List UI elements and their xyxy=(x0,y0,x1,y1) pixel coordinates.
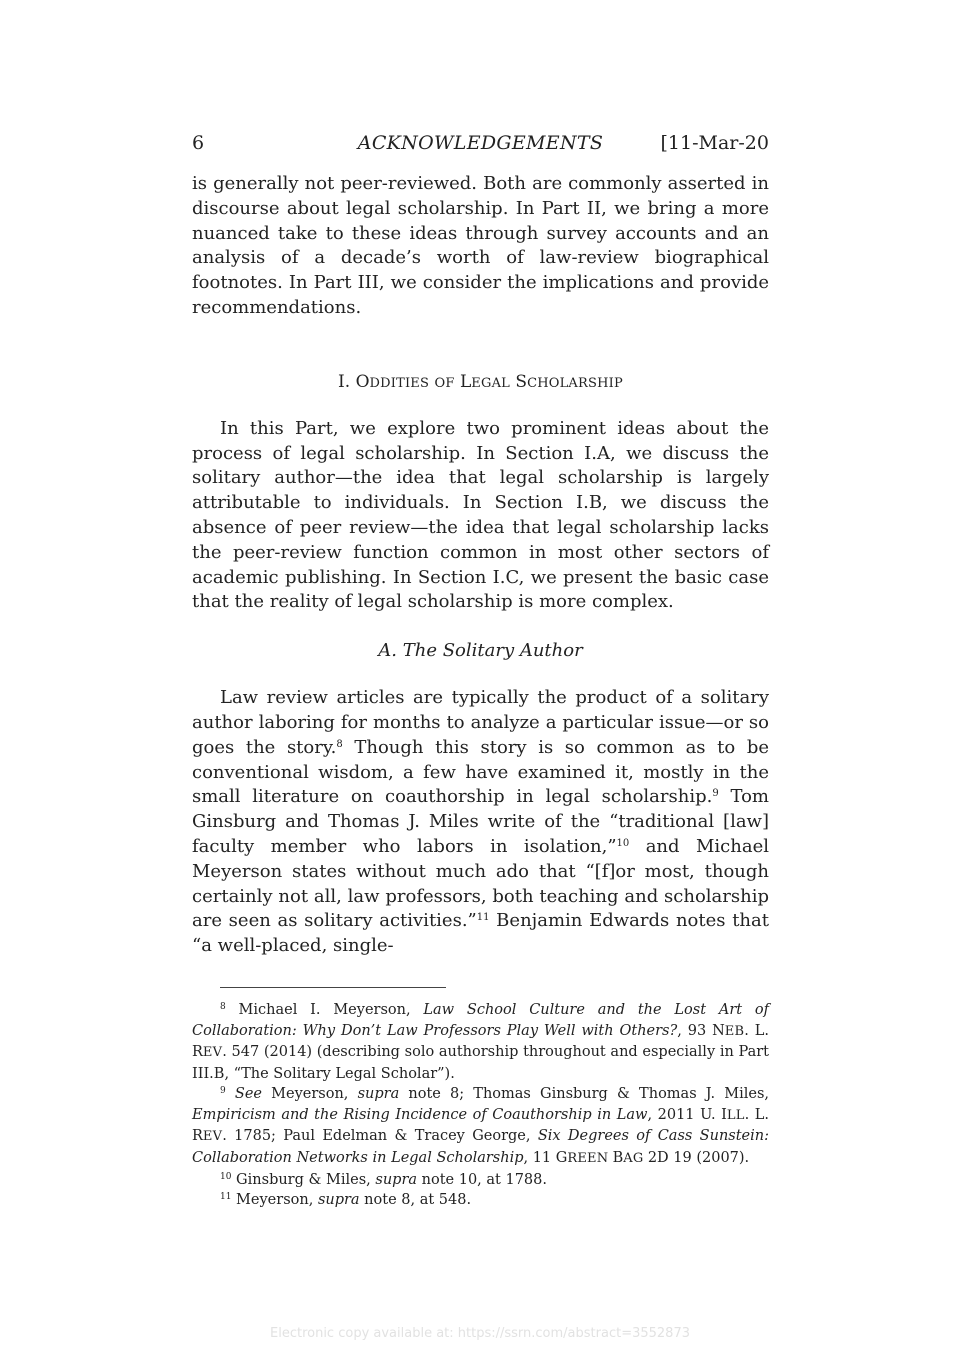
footnote-10: $^{10}$ Ginsburg & Miles, supra note 10, at 1788. xyxy=(220,1171,547,1188)
paragraph-intro: is generally not peer-reviewed. Both are commonly asserted in discourse about legal scholarship. In Part II, we bring a more nuanced take to these ideas through survey accounts and an analysis of a decade’s worth of law-review biographical footnotes. In Part III, we consider the implications and provide recommendations. xyxy=(192,173,769,318)
running-title: ACKNOWLEDGEMENTS xyxy=(357,132,604,154)
subsection-heading: A. The Solitary Author xyxy=(378,640,583,662)
section-heading: I. ODDITIES OF LEGAL SCHOLARSHIP xyxy=(338,371,623,392)
footnote-9: $^9$ See Meyerson, supra note 8; Thomas Ginsburg & Thomas J. Miles, Empiricism and the Rising Incidence of Coauthorship in Law, 2011 U. ILL. L. REV. 1785; Paul Edelman & Tracey George, Six Degrees of Cass Sunstein: Collaboration Networks in Legal Scholarship, 11 GREEN BAG 2D 19 (2007). xyxy=(192,1086,769,1167)
footnotes xyxy=(192,1000,769,1211)
footnote-ref-8[interactable]: 8 xyxy=(336,738,343,750)
page-content xyxy=(192,128,769,1211)
header-date: [11-Mar-20 xyxy=(660,132,769,154)
footnote-separator xyxy=(220,987,446,988)
ssrn-watermark: Electronic copy available at: https://ssrn.com/abstract=3552873 xyxy=(270,1326,690,1341)
paragraph-part-overview: In this Part, we explore two prominent ideas about the process of legal scholarship. In Section I.A, we discuss the solitary author—the idea that legal scholarship is largely attributable to individuals. In Section I.B, we discuss the absence of peer review—the idea that legal scholarship lacks the peer-review function common in most other sectors of academic publishing. In Section I.C, we present the basic case that the reality of legal scholarship is more complex. xyxy=(192,417,769,613)
running-header xyxy=(192,128,769,158)
footnote-8: $^8$ Michael I. Meyerson, Law School Culture and the Lost Art of Collaboration: Why Don’t Law Professors Play Well with Others?, 93 NEB. L. REV. 547 (2014) (describing solo authorship throughout and especially in Part III.B, “The Solitary Legal Scholar”). xyxy=(192,1001,769,1082)
footnote-ref-10[interactable]: 10 xyxy=(616,837,630,849)
footnote-ref-9[interactable]: 9 xyxy=(712,788,719,800)
paragraph-solitary-author: Law review articles are typically the product of a solitary author laboring for months to analyze a particular issue—or so goes the story.$^8$ Though this story is so common as to be conventional wisdom, a few have examined it, mostly in the small literature on coauthorship in legal scholarship.$^9$ Tom Ginsburg and Thomas J. Miles write of the “traditional [law] faculty member who labors in isolation,”$^{10}$ and Michael Meyerson states without much ado that “[f]or most, though certainly not all, law professors, both teaching and scholarship are seen as solitary activities.”$^{11}$ Benjamin Edwards notes that “a well-placed, single- xyxy=(192,687,769,957)
footnote-ref-11[interactable]: 11 xyxy=(476,912,490,924)
footnote-11: $^{11}$ Meyerson, supra note 8, at 548. xyxy=(220,1192,472,1209)
page-number: 6 xyxy=(192,132,205,154)
